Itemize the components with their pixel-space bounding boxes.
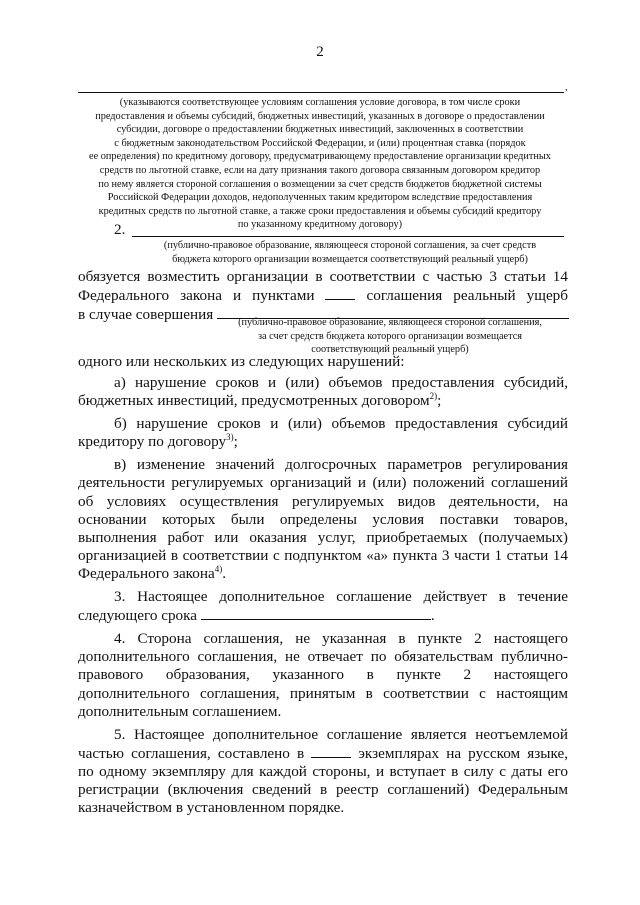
note-line: ее определения) по кредитному договору, предусматривающему предоставление организации кредитных: [89, 151, 551, 163]
note-line: субсидии, договоре о предоставлении бюджетных инвестиций, заключенных в соответствии: [116, 124, 524, 136]
item-5: [78, 726, 568, 817]
item-2-number: 2.: [114, 221, 126, 238]
footnote-ref: 3): [226, 432, 234, 443]
note-line: бюджета которого организации возмещается соответствующий реальный ущерб): [172, 253, 528, 265]
note-line: кредитных средств по льготной ставке, а также сроки предоставления и объемы субсидий кредитору: [98, 205, 542, 217]
note-line: по указанному кредитному договору): [237, 219, 403, 231]
item-2-line: в случае совершения: [78, 305, 568, 324]
sub-item-c: в) изменение значений долгосрочных параметров регулирования деятельности регулируемых организаций и (или) положений соглашений об условиях осуществления регулируемых видов деятельности, на основании которых были определены условия поставки товаров, выполнения работ или оказания услуг, приобретаемых (получаемых) организацией в соответствии с подпунктом «а» пункта 3 части 1 статьи 14 Федерального закона$^{4)}$.: [78, 456, 568, 582]
item-4: 4. Сторона соглашения, не указанная в пункте 2 настоящего дополнительного соглашения, не отвечает по обязательствам публично-правового образования, указанного в пункте 2 настоящего дополнительного соглашения, принятым в соответствии с настоящим дополнительным соглашением.: [78, 630, 568, 720]
note-line: (публично-правовое образование, являющееся стороной соглашения,: [238, 317, 542, 328]
note-line: средств по льготной ставке, если на дату признания такого договора связанным договором кредитор: [99, 164, 541, 176]
footnote-ref: 2): [429, 391, 438, 402]
violation-party-note: [200, 316, 580, 357]
fill-line-public-entity: [132, 236, 564, 237]
public-entity-note: [110, 239, 590, 266]
item-2-line: Федерального закона и пунктами соглашения реальный ущерб: [78, 287, 569, 305]
item-3-line: 3. Настоящее дополнительное соглашение действует в течение: [114, 588, 568, 606]
page-number: 2: [316, 44, 324, 60]
note-line: соответствующий реальный ущерб): [311, 344, 469, 356]
item-2-line: обязуется возместить организации в соответствии с частью 3 статьи 14: [78, 268, 568, 285]
note-line: предоставления и объемы субсидий, бюджетных инвестиций, указанных в договоре о предоставлении: [95, 110, 545, 122]
fill-line-copies: [311, 744, 351, 758]
note-line: за счет средств бюджета которого организации возмещается: [257, 330, 523, 342]
item-5-text: по одному экземпляру для каждой стороны, и вступает в силу с даты его регистрации (включения сведений в реестр соглашений) Федеральным казначейством в установленном порядке.: [78, 762, 568, 817]
note-line: Российской Федерации доходов, недополученных таким кредитором вследствие предоставления: [107, 192, 533, 204]
note-line: (указываются соответствующее условиям соглашения условие договора, в том числе сроки: [119, 97, 521, 108]
item-5-line: частью соглашения, составлено в экземплярах на русском языке,: [78, 744, 569, 762]
fill-line-condition: [78, 92, 564, 93]
item-3: [78, 588, 568, 625]
fill-line-term: [201, 606, 431, 620]
fill-line-clauses: [325, 286, 355, 300]
note-line: (публично-правовое образование, являющееся стороной соглашения, за счет средств: [163, 240, 537, 251]
sub-item-a: а) нарушение сроков и (или) объемов предоставления субсидий, бюджетных инвестиций, предусмотренных договором$^{2)}$;: [78, 374, 568, 410]
item-3-line: следующего срока .: [78, 607, 435, 625]
note-line: по нему является стороной соглашения о возмещении за счет средств бюджетов бюджетной системы: [98, 178, 542, 190]
sub-item-b: б) нарушение сроков и (или) объемов предоставления субсидий кредитору по договору$^{3)}$;: [78, 415, 568, 451]
footnote-ref: 4): [214, 563, 223, 574]
item-2-tail: одного или нескольких из следующих нарушений:: [78, 353, 405, 370]
condition-description-note: [60, 96, 580, 232]
note-line: с бюджетным законодательством Российской Федерации, и (или) процентная ставка (порядок: [114, 137, 526, 149]
main-text-block: [78, 374, 568, 822]
trailing-comma: ,: [565, 82, 568, 93]
item-5-line: 5. Настоящее дополнительное соглашение является неотъемлемой: [114, 725, 568, 743]
